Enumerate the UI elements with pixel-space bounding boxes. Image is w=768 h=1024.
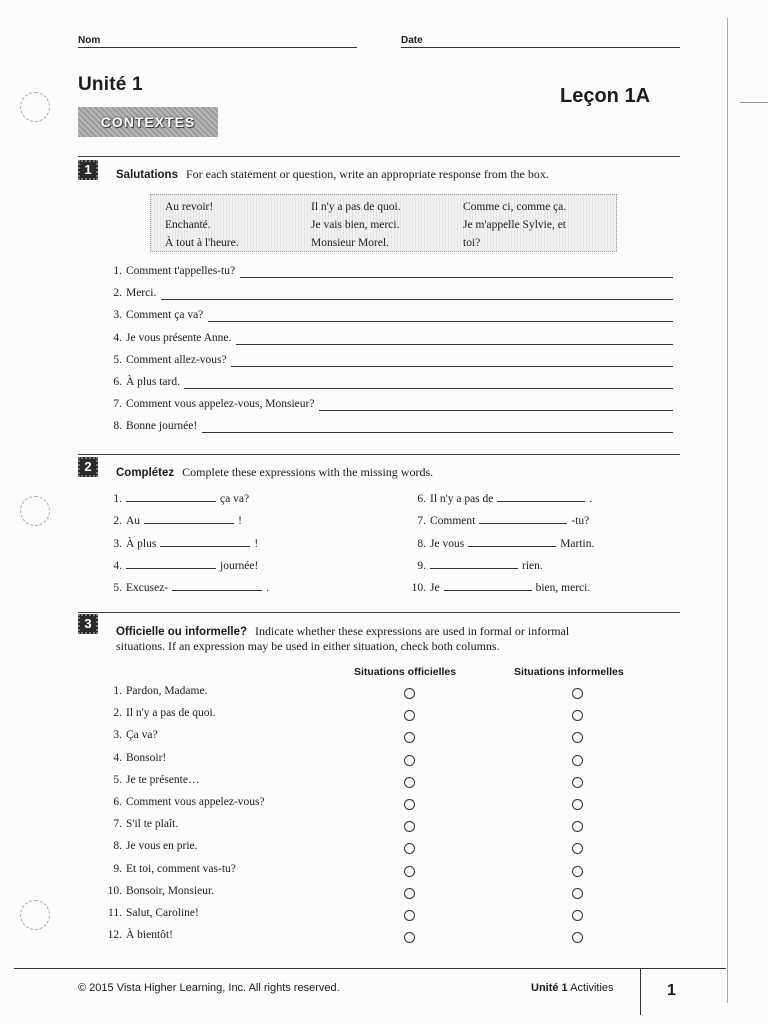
- item-number: 3.: [113, 729, 122, 742]
- item-number: 6.: [113, 796, 122, 808]
- fill-in-blank[interactable]: [160, 536, 250, 547]
- section-number-badge: 3: [78, 614, 98, 634]
- page-edge-line: [727, 18, 728, 1003]
- item-number: 6.: [113, 376, 122, 388]
- word-box-column: [311, 198, 401, 252]
- expression-item: [100, 774, 199, 786]
- expression-text: Je vous en prie.: [126, 840, 198, 853]
- expression-item: [100, 685, 207, 697]
- expression-text: Bonsoir, Monsieur.: [126, 884, 215, 897]
- footer-separator: [640, 969, 641, 1015]
- item-number: 7.: [113, 398, 122, 411]
- section2-instructions: Complete these expressions with the missing words.: [182, 465, 434, 479]
- prompt-item: [100, 398, 314, 410]
- binder-hole: [20, 92, 50, 122]
- binder-hole: [20, 496, 50, 526]
- word-box-column: [463, 198, 566, 252]
- fill-in-item: [100, 558, 258, 572]
- fill-in-blank[interactable]: [144, 513, 234, 524]
- column-header-informal: Situations informelles: [514, 666, 624, 678]
- expression-item: [100, 840, 198, 852]
- answer-line[interactable]: [240, 277, 673, 278]
- expression-text: Je te présente…: [126, 773, 200, 786]
- prompt-text: Comment ça va?: [126, 309, 204, 322]
- footer-unit-label: [531, 982, 614, 994]
- item-number: 1.: [113, 685, 122, 697]
- word-box-entry: toi?: [463, 237, 481, 249]
- prompt-text: Comment vous appelez-vous, Monsieur?: [126, 398, 315, 411]
- item-number: 4.: [113, 559, 122, 572]
- formal-radio[interactable]: [404, 710, 415, 721]
- fill-in-item: [100, 536, 258, 550]
- section-number-badge: 2: [78, 457, 98, 477]
- fill-in-after: -tu?: [571, 515, 590, 528]
- fill-in-before: Il n'y a pas de: [430, 493, 494, 505]
- fill-in-item: [404, 558, 543, 572]
- unit-title: Unité 1: [78, 74, 143, 95]
- expression-item: [100, 885, 214, 897]
- expression-text: Bonsoir!: [126, 751, 167, 764]
- lesson-title: Leçon 1A: [560, 85, 651, 107]
- answer-line[interactable]: [231, 366, 673, 367]
- prompt-text: Je vous présente Anne.: [126, 331, 232, 344]
- item-number: 3.: [113, 309, 122, 322]
- item-number: 9.: [113, 862, 122, 875]
- nom-line[interactable]: [78, 47, 357, 48]
- margin-tick: [740, 102, 768, 103]
- prompt-item: [100, 354, 227, 366]
- fill-in-after: Martin.: [560, 537, 595, 550]
- section1-heading: [116, 165, 549, 183]
- prompt-item: [100, 309, 203, 321]
- item-number: 4.: [113, 751, 122, 764]
- section3-title: Officielle ou informelle?: [116, 626, 247, 638]
- informal-radio[interactable]: [572, 799, 583, 810]
- fill-in-item: [100, 580, 269, 594]
- word-box-entry: Je m'appelle Sylvie, et: [463, 219, 566, 231]
- prompt-text: Comment t'appelles-tu?: [126, 265, 236, 277]
- fill-in-after: rien.: [522, 559, 543, 572]
- section3-instructions-continued: situations. If an expression may be used in either situation, check both columns.: [116, 639, 500, 653]
- expression-item: [100, 729, 158, 741]
- date-line[interactable]: [401, 47, 680, 48]
- prompt-item: [100, 420, 197, 432]
- contextes-banner: CONTEXTES: [78, 107, 218, 137]
- item-number: 8.: [113, 840, 122, 853]
- fill-in-before: Je vous: [430, 537, 465, 550]
- fill-in-item: [404, 580, 590, 594]
- fill-in-after: ça va?: [220, 493, 250, 505]
- word-box-entry: Il n'y a pas de quoi.: [311, 201, 401, 213]
- fill-in-item: [100, 513, 242, 527]
- item-number: 8.: [113, 420, 122, 433]
- section3-heading: [116, 622, 569, 640]
- expression-item: [100, 863, 236, 875]
- formal-radio[interactable]: [404, 843, 415, 854]
- expression-item: [100, 818, 178, 830]
- formal-radio[interactable]: [404, 821, 415, 832]
- fill-in-blank[interactable]: [172, 580, 262, 591]
- informal-radio[interactable]: [572, 732, 583, 743]
- informal-radio[interactable]: [572, 755, 583, 766]
- item-number: 5.: [113, 353, 122, 366]
- date-label: Date: [401, 35, 423, 46]
- informal-radio[interactable]: [572, 866, 583, 877]
- item-number: 1.: [113, 493, 122, 505]
- section2-heading: [116, 463, 433, 481]
- fill-in-after: !: [254, 537, 259, 550]
- prompt-text: À plus tard.: [126, 376, 180, 388]
- section-number-badge: 1: [78, 160, 98, 180]
- section1-title: Salutations: [116, 169, 178, 181]
- fill-in-blank[interactable]: [126, 491, 216, 502]
- informal-radio[interactable]: [572, 910, 583, 921]
- item-number: 10.: [411, 582, 426, 595]
- expression-item: [100, 707, 216, 719]
- informal-radio[interactable]: [572, 777, 583, 788]
- item-number: 7.: [113, 818, 122, 831]
- fill-in-before: Excusez-: [126, 582, 169, 595]
- informal-radio[interactable]: [572, 688, 583, 699]
- item-number: 3.: [113, 537, 122, 550]
- expression-text: Salut, Caroline!: [126, 907, 199, 919]
- item-number: 11.: [108, 907, 122, 919]
- prompt-text: Comment allez-vous?: [126, 353, 227, 366]
- section-divider: [78, 454, 680, 455]
- expression-text: Comment vous appelez-vous?: [126, 796, 265, 808]
- informal-radio[interactable]: [572, 888, 583, 899]
- item-number: 10.: [107, 884, 122, 897]
- item-number: 12.: [107, 929, 122, 942]
- fill-in-blank[interactable]: [126, 558, 216, 569]
- answer-line[interactable]: [236, 344, 673, 345]
- formal-radio[interactable]: [404, 910, 415, 921]
- expression-text: Ça va?: [126, 729, 158, 742]
- formal-radio[interactable]: [404, 888, 415, 899]
- fill-in-before: Je: [430, 582, 440, 595]
- fill-in-after: journée!: [220, 559, 259, 572]
- fill-in-blank[interactable]: [468, 536, 556, 547]
- formal-radio[interactable]: [404, 688, 415, 699]
- page-number: 1: [667, 982, 676, 999]
- fill-in-item: [404, 491, 592, 505]
- expression-text: Il n'y a pas de quoi.: [126, 707, 216, 720]
- fill-in-before: Au: [126, 515, 141, 528]
- fill-in-after: .: [589, 493, 593, 505]
- prompt-item: [100, 332, 231, 344]
- fill-in-item: [404, 536, 594, 550]
- word-box-entry: Monsieur Morel.: [311, 237, 389, 249]
- fill-in-blank[interactable]: [430, 558, 518, 569]
- fill-in-item: [404, 513, 589, 527]
- item-number: 2.: [113, 707, 122, 720]
- binder-hole: [20, 900, 50, 930]
- section2-title: Complétez: [116, 467, 175, 479]
- item-number: 5.: [113, 582, 122, 595]
- footer-activities: Activities: [570, 982, 614, 994]
- expression-item: [100, 796, 265, 808]
- item-number: 6.: [417, 493, 426, 505]
- formal-radio[interactable]: [404, 732, 415, 743]
- word-box-column: [165, 198, 239, 252]
- formal-radio[interactable]: [404, 755, 415, 766]
- fill-in-blank[interactable]: [479, 513, 567, 524]
- copyright-text: © 2015 Vista Higher Learning, Inc. All rights reserved.: [78, 982, 340, 994]
- item-number: 5.: [113, 773, 122, 786]
- formal-radio[interactable]: [404, 777, 415, 788]
- fill-in-item: [100, 491, 249, 505]
- nom-label: Nom: [78, 35, 101, 46]
- informal-radio[interactable]: [572, 821, 583, 832]
- answer-line[interactable]: [184, 388, 673, 389]
- fill-in-blank[interactable]: [497, 491, 585, 502]
- word-box-entry: À tout à l'heure.: [165, 237, 239, 249]
- informal-radio[interactable]: [572, 932, 583, 943]
- section-divider: [78, 156, 680, 157]
- fill-in-after: bien, merci.: [535, 582, 591, 595]
- prompt-item: [100, 376, 180, 388]
- expression-item: [100, 907, 199, 919]
- item-number: 9.: [417, 559, 426, 572]
- formal-radio[interactable]: [404, 932, 415, 943]
- fill-in-after: !: [238, 515, 242, 528]
- fill-in-after: .: [266, 582, 270, 595]
- word-box-entry: Au revoir!: [165, 201, 214, 213]
- word-box-entry: Enchanté.: [165, 219, 211, 231]
- expression-text: Pardon, Madame.: [126, 685, 208, 697]
- expression-item: [100, 752, 166, 764]
- section1-instructions: For each statement or question, write an appropriate response from the box.: [185, 167, 549, 181]
- expression-item: [100, 929, 173, 941]
- answer-line[interactable]: [202, 432, 673, 433]
- item-number: 2.: [113, 515, 122, 528]
- expression-text: Et toi, comment vas-tu?: [126, 862, 236, 875]
- answer-line[interactable]: [319, 410, 673, 411]
- fill-in-before: Comment: [430, 515, 476, 528]
- prompt-text: Bonne journée!: [126, 420, 198, 433]
- word-box: [150, 194, 617, 252]
- informal-radio[interactable]: [572, 843, 583, 854]
- footer-unit: Unité 1: [531, 982, 568, 994]
- expression-text: S'il te plaît.: [126, 818, 179, 831]
- footer-rule: [14, 968, 726, 969]
- word-box-entry: Je vais bien, merci.: [311, 219, 400, 231]
- formal-radio[interactable]: [404, 799, 415, 810]
- prompt-item: [100, 265, 235, 277]
- informal-radio[interactable]: [572, 710, 583, 721]
- prompt-item: [100, 287, 156, 299]
- item-number: 7.: [417, 515, 426, 528]
- expression-text: À bientôt!: [126, 929, 173, 942]
- item-number: 8.: [417, 537, 426, 550]
- item-number: 1.: [113, 265, 122, 277]
- answer-line[interactable]: [161, 299, 673, 300]
- section3-instructions: Indicate whether these expressions are used in formal or informal: [255, 624, 570, 638]
- column-header-formal: Situations officielles: [354, 666, 457, 678]
- item-number: 4.: [113, 331, 122, 344]
- fill-in-blank[interactable]: [444, 580, 532, 591]
- word-box-entry: Comme ci, comme ça.: [463, 201, 567, 213]
- fill-in-before: À plus: [126, 537, 157, 550]
- formal-radio[interactable]: [404, 866, 415, 877]
- section-divider: [78, 612, 680, 613]
- answer-line[interactable]: [208, 321, 673, 322]
- prompt-text: Merci.: [126, 287, 157, 300]
- item-number: 2.: [113, 287, 122, 300]
